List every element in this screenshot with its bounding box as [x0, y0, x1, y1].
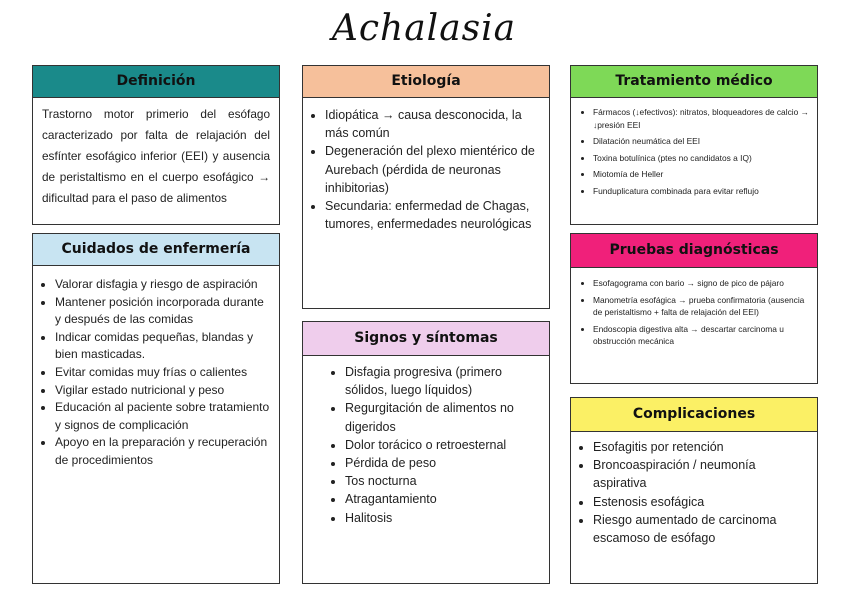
list-item: • Disfagia progresiva (primero sólidos, luego líquidos) [345, 363, 527, 399]
definicion-text: Trastorno motor primerio del esófago caracterizado por falta de relajación del esfínter esofágico inferior (EEI) y ausencia de peristaltismo en el cuerpo esofágico → dificultad para el paso de alimentos [42, 107, 270, 205]
cuidados-header [32, 233, 280, 266]
definicion-heading: Definición [116, 73, 196, 89]
complicaciones-heading: Complicaciones [632, 406, 756, 422]
complicaciones-list [571, 438, 809, 547]
list-item: • Dilatación neumática del EEI [593, 135, 811, 148]
list-item: • Evitar comidas muy frías o calientes [55, 364, 271, 382]
etiologia-header [302, 65, 550, 98]
cuidados-list [33, 276, 271, 470]
etiologia-heading: Etiología [391, 73, 461, 89]
etiologia-list [303, 106, 541, 233]
signos-header [302, 321, 550, 356]
list-item: • Regurgitación de alimentos no digeridos [345, 399, 527, 435]
definicion-box [32, 97, 280, 225]
pruebas-list [571, 277, 811, 348]
complicaciones-header [570, 397, 818, 432]
list-item: • Vigilar estado nutricional y peso [55, 382, 271, 400]
list-item: • Miotomía de Heller [593, 168, 811, 181]
list-item: • Pérdida de peso [345, 454, 527, 472]
list-item: • Estenosis esofágica [593, 493, 809, 511]
list-item: • Indicar comidas pequeñas, blandas y bien masticadas. [55, 329, 271, 364]
list-item: • Idiopática → causa desconocida, la más común [325, 106, 541, 142]
list-item: • Atragantamiento [345, 490, 527, 508]
tratamiento-list [571, 106, 811, 198]
tratamiento-header [570, 65, 818, 98]
etiologia-box [302, 97, 550, 309]
list-item: • Toxina botulínica (ptes no candidatos a IQ) [593, 152, 811, 165]
list-item: • Broncoaspiración / neumonía aspirativa [593, 456, 809, 492]
list-item: • Degeneración del plexo mientérico de Aurebach (pérdida de neuronas inhibitorias) [325, 142, 541, 197]
list-item: • Secundaria: enfermedad de Chagas, tumores, enfermedades neurológicas [325, 197, 541, 233]
list-item: • Esofagograma con bario → signo de pico de pájaro [593, 277, 811, 290]
list-item: • Riesgo aumentado de carcinoma escamoso de esófago [593, 511, 809, 547]
definicion-header [32, 65, 280, 98]
page-title: Achalasia [331, 8, 517, 49]
list-item: • Tos nocturna [345, 472, 527, 490]
list-item: • Manometría esofágica → prueba confirmatoria (ausencia de peristaltismo + falta de relajación del EEI) [593, 294, 811, 319]
signos-list [323, 363, 527, 527]
list-item: • Esofagitis por retención [593, 438, 809, 456]
list-item: • Funduplicatura combinada para evitar reflujo [593, 185, 811, 198]
list-item: • Dolor torácico o retroesternal [345, 436, 527, 454]
cuidados-heading: Cuidados de enfermería [61, 241, 251, 257]
signos-box [302, 355, 550, 584]
cuidados-box [32, 265, 280, 584]
pruebas-box [570, 267, 818, 384]
list-item: • Mantener posición incorporada durante y después de las comidas [55, 294, 271, 329]
list-item: • Apoyo en la preparación y recuperación de procedimientos [55, 434, 271, 469]
tratamiento-heading: Tratamiento médico [615, 73, 773, 89]
list-item: • Fármacos (↓efectivos): nitratos, bloqueadores de calcio → ↓presión EEI [593, 106, 811, 131]
pruebas-heading: Pruebas diagnósticas [609, 242, 779, 258]
pruebas-header [570, 233, 818, 268]
complicaciones-box [570, 431, 818, 584]
tratamiento-box [570, 97, 818, 225]
signos-heading: Signos y síntomas [354, 330, 498, 346]
list-item: • Valorar disfagia y riesgo de aspiración [55, 276, 271, 294]
list-item: • Halitosis [345, 509, 527, 527]
list-item: • Educación al paciente sobre tratamiento y signos de complicación [55, 399, 271, 434]
list-item: • Endoscopia digestiva alta → descartar carcinoma u obstrucción mecánica [593, 323, 811, 348]
